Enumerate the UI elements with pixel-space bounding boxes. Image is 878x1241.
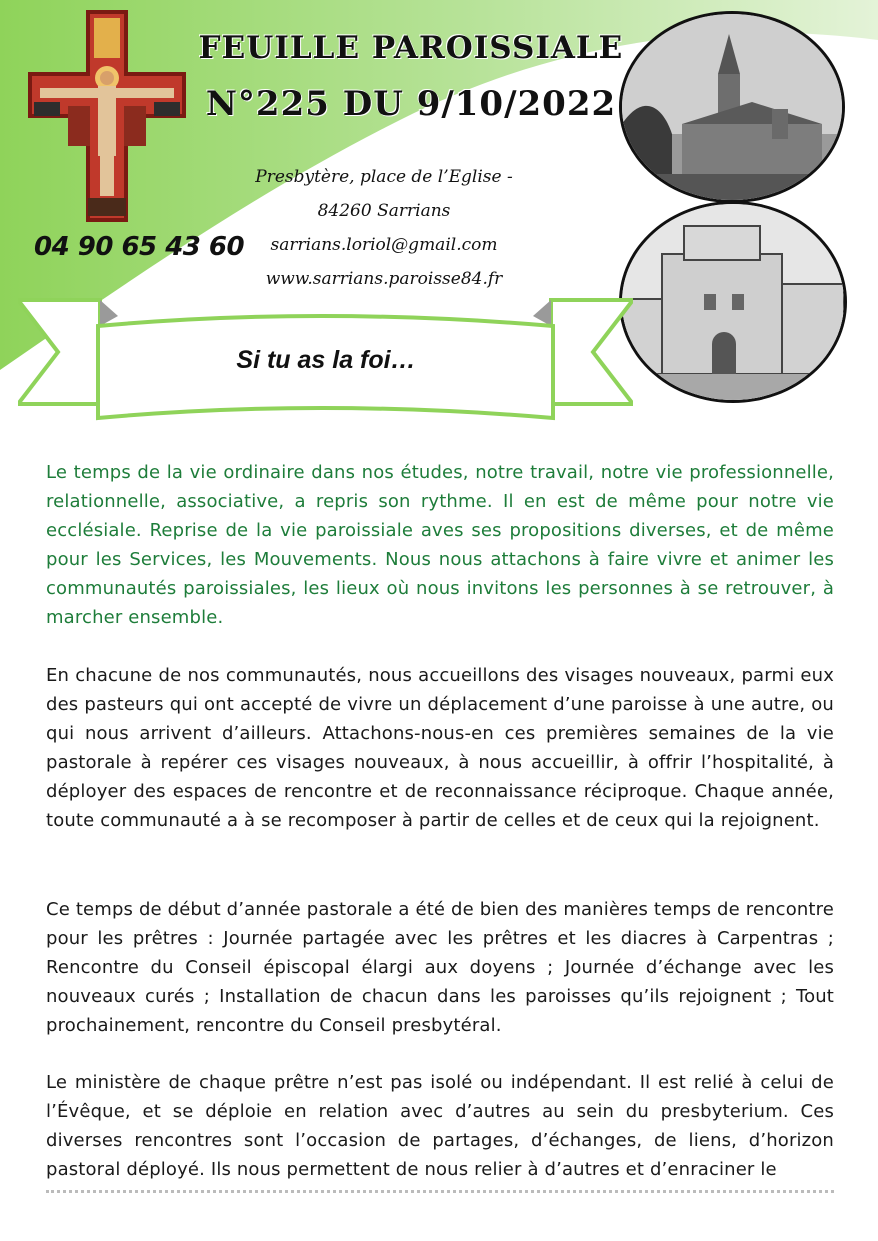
crucifix-icon [28, 10, 186, 222]
issue-number-date: N°225 DU 9/10/2022 [205, 84, 617, 124]
website-link[interactable]: www.sarrians.paroisse84.fr [265, 269, 503, 289]
church-facade-drawing [619, 201, 847, 403]
email-link[interactable]: sarrians.loriol@gmail.com [270, 235, 498, 255]
article-paragraph-2: En chacune de nos communautés, nous accueillons des visages nouveaux, parmi eux des pasteurs qui ont accepté de vivre un déplacement d’une paroisse à une autre, ou qui nous arrivent d’ailleurs. Attachons-nous-en ces premières semaines de la vie pastorale à repérer ces visages nouveaux, à nous accueillir, à offrir l’hospitalité, à déployer des espaces de rencontre et de reconnaissance réciproque. Chaque année, toute communauté a à se recomposer à partir de celles et de ceux qui la rejoignent. [46, 665, 834, 831]
newsletter-title: FEUILLE PAROISSIALE [198, 30, 624, 66]
article-headline: Si tu as la foi… [236, 346, 416, 374]
cut-off-text-line [46, 1183, 834, 1197]
article-paragraph-4: Le ministère de chaque prêtre n’est pas isolé ou indépendant. Il est relié à celui de l’Évêque, et se déploie en relation avec d’autres au sein du presbyterium. Ces diverses rencontres sont l’occasion de partages, d’échanges, de liens, d’horizon pastoral déployé. Ils nous permettent de nous relier à d’autres et d’enraciner le [46, 1072, 834, 1180]
phone-number: 04 90 65 43 60 [34, 232, 245, 262]
church-bell-tower-photo [619, 11, 845, 203]
address-line: Presbytère, place de l’Eglise - [255, 167, 513, 187]
postal-city: 84260 Sarrians [317, 201, 451, 221]
article-paragraph-1: Le temps de la vie ordinaire dans nos études, notre travail, notre vie professionnelle, relationnelle, associative, a repris son rythme. Il en est de même pour notre vie ecclésiale. Reprise de la vie paroissiale aves ses propositions diverses, et de même pour les Services, les Mouvements. Nous nous attachons à faire vivre et animer les communautés paroissiales, les lieux où nous invitons les personnes à se retrouver, à marcher ensemble. [46, 462, 834, 628]
article-paragraph-3: Ce temps de début d’année pastorale a été de bien des manières temps de rencontre pour les prêtres : Journée partagée avec les prêtres et les diacres à Carpentras ; Rencontre du Conseil épiscopal élargi aux doyens ; Journée d’échange avec les nouveaux curés ; Installation de chacun dans les paroisses qu’ils rejoignent ; Tout prochainement, rencontre du Conseil presbytéral. [46, 899, 834, 1036]
